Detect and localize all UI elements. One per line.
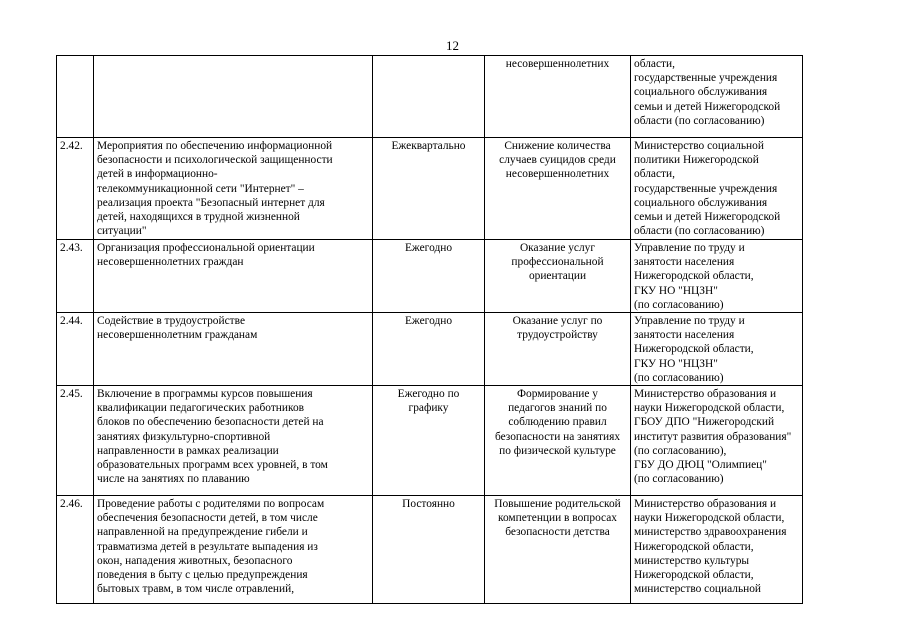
cell-line: несовершеннолетних bbox=[505, 58, 610, 70]
cell-line: Нижегородской области, bbox=[634, 540, 754, 553]
cell-line: обеспечения безопасности детей, в том числе bbox=[97, 512, 318, 525]
cell-line: Ежегодно по bbox=[397, 388, 460, 401]
term-cell bbox=[373, 138, 485, 240]
cell-line: государственные учреждения bbox=[634, 182, 778, 195]
term-cell bbox=[373, 240, 485, 313]
cell-line: институт развития образования" bbox=[634, 430, 792, 443]
table-row bbox=[57, 386, 803, 496]
cell-line: Ежегодно bbox=[404, 242, 453, 254]
cell-line: Включение в программы курсов повышения bbox=[97, 388, 313, 401]
executor-cell bbox=[631, 313, 803, 386]
activity-cell bbox=[94, 386, 373, 496]
cell-line: числе на занятиях по плаванию bbox=[97, 473, 250, 486]
result-cell bbox=[485, 240, 631, 313]
table-row bbox=[57, 496, 803, 604]
item-number: 2.43. bbox=[57, 240, 94, 313]
executor-cell bbox=[631, 138, 803, 240]
cell-line: (по согласованию) bbox=[634, 371, 724, 384]
cell-line: образовательных программ всех уровней, в том bbox=[97, 459, 328, 472]
item-number: 2.44. bbox=[57, 313, 94, 386]
cell-line: случаев суицидов среди bbox=[499, 154, 616, 167]
result-cell bbox=[485, 138, 631, 240]
result-cell bbox=[485, 56, 631, 138]
cell-line: Формирование у bbox=[517, 388, 598, 401]
cell-line: ГБУ ДО ДЮЦ "Олимпиец" bbox=[634, 459, 767, 472]
cell-line: Ежеквартально bbox=[391, 140, 466, 152]
activity-cell bbox=[94, 240, 373, 313]
page-number: 12 bbox=[446, 38, 459, 53]
result-cell bbox=[485, 386, 631, 496]
executor-cell bbox=[631, 386, 803, 496]
cell-line: Проведение работы с родителями по вопросам bbox=[97, 498, 325, 511]
cell-line: направленности в рамках реализации bbox=[97, 444, 279, 457]
cell-line: Министерство образования и bbox=[634, 388, 777, 401]
cell-line: государственные учреждения bbox=[634, 72, 778, 85]
activity-cell bbox=[94, 496, 373, 604]
activity-cell bbox=[94, 313, 373, 386]
item-number: 2.46. bbox=[57, 496, 94, 604]
cell-line: Министерство образования и bbox=[634, 498, 777, 511]
result-cell bbox=[485, 496, 631, 604]
cell-line: области (по согласованию) bbox=[634, 225, 765, 238]
cell-line: Управление по труду и bbox=[634, 315, 745, 328]
cell-line: реализация проекта "Безопасный интернет для bbox=[97, 196, 325, 209]
activity-cell bbox=[94, 56, 373, 138]
cell-line: министерство здравоохранения bbox=[634, 526, 787, 539]
cell-line: блоков по обеспечению безопасности детей на bbox=[97, 416, 324, 429]
cell-line: окон, нападения животных, безопасного bbox=[97, 554, 293, 567]
cell-line: семьи и детей Нижегородской bbox=[634, 211, 781, 224]
cell-line: семьи и детей Нижегородской bbox=[634, 100, 781, 113]
cell-line: педагогов знаний по bbox=[508, 402, 607, 415]
cell-line: безопасности детства bbox=[505, 526, 610, 539]
cell-line: по физической культуре bbox=[499, 444, 616, 457]
cell-line: ГБОУ ДПО "Нижегородский bbox=[634, 416, 775, 429]
cell-line: социального обслуживания bbox=[634, 196, 768, 209]
cell-line: области, bbox=[634, 58, 675, 70]
item-number: 2.45. bbox=[57, 386, 94, 496]
cell-line: направленной на предупреждение гибели и bbox=[97, 526, 308, 539]
cell-line: занятости населения bbox=[634, 329, 735, 342]
cell-line: детей в информационно- bbox=[97, 168, 218, 181]
cell-line: Снижение количества bbox=[504, 140, 611, 152]
table-row bbox=[57, 240, 803, 313]
cell-line: Оказание услуг по bbox=[512, 315, 603, 328]
executor-cell bbox=[631, 56, 803, 138]
cell-line: профессиональной bbox=[511, 256, 604, 269]
cell-line: поведения в быту с целью предупреждения bbox=[97, 569, 308, 582]
cell-line: несовершеннолетним гражданам bbox=[97, 329, 258, 342]
cell-line: министерство культуры bbox=[634, 554, 750, 567]
cell-line: трудоустройству bbox=[517, 329, 598, 342]
cell-line: ГКУ НО "НЦЗН" bbox=[634, 284, 718, 297]
item-number: 2.42. bbox=[57, 138, 94, 240]
cell-line: безопасности и психологической защищенности bbox=[97, 154, 333, 167]
table-body bbox=[57, 56, 803, 604]
cell-line: занятиях физкультурно-спортивной bbox=[97, 430, 271, 443]
cell-line: Нижегородской области, bbox=[634, 270, 754, 283]
cell-line: ГКУ НО "НЦЗН" bbox=[634, 357, 718, 370]
cell-line: Повышение родительской bbox=[494, 498, 621, 511]
cell-line: травматизма детей в результате выпадения из bbox=[97, 540, 318, 553]
table-row bbox=[57, 313, 803, 386]
cell-line: компетенции в вопросах bbox=[498, 512, 617, 525]
activities-table bbox=[56, 55, 803, 604]
executor-cell bbox=[631, 240, 803, 313]
cell-line: науки Нижегородской области, bbox=[634, 402, 785, 415]
cell-line: области (по согласованию) bbox=[634, 114, 765, 127]
executor-cell bbox=[631, 496, 803, 604]
result-cell bbox=[485, 313, 631, 386]
cell-line: Ежегодно bbox=[404, 315, 453, 328]
cell-line: занятости населения bbox=[634, 256, 735, 269]
term-cell bbox=[373, 386, 485, 496]
cell-line: социального обслуживания bbox=[634, 86, 768, 99]
cell-line: соблюдению правил bbox=[508, 416, 607, 429]
term-cell bbox=[373, 496, 485, 604]
cell-line: (по согласованию) bbox=[634, 473, 724, 486]
cell-line: графику bbox=[408, 402, 449, 415]
item-number bbox=[57, 56, 94, 138]
table-row bbox=[57, 56, 803, 138]
activity-cell bbox=[94, 138, 373, 240]
cell-line: Содействие в трудоустройстве bbox=[97, 315, 245, 328]
table-row bbox=[57, 138, 803, 240]
cell-line: Министерство социальной bbox=[634, 140, 764, 152]
cell-line: бытовых травм, в том числе отравлений, bbox=[97, 583, 295, 596]
cell-line: (по согласованию) bbox=[634, 298, 724, 311]
cell-line: министерство социальной bbox=[634, 583, 762, 596]
cell-line: политики Нижегородской bbox=[634, 154, 759, 167]
cell-line: области, bbox=[634, 168, 675, 181]
term-cell bbox=[373, 313, 485, 386]
cell-line: Постоянно bbox=[402, 498, 455, 511]
cell-line: несовершеннолетних bbox=[505, 168, 610, 181]
cell-line: безопасности на занятиях bbox=[494, 430, 621, 443]
cell-line: Нижегородской области, bbox=[634, 343, 754, 356]
cell-line: детей, находящихся в трудной жизненной bbox=[97, 211, 300, 224]
cell-line: Организация профессиональной ориентации bbox=[97, 242, 315, 254]
cell-line: квалификации педагогических работников bbox=[97, 402, 305, 415]
cell-line: Оказание услуг bbox=[519, 242, 596, 254]
cell-line: науки Нижегородской области, bbox=[634, 512, 785, 525]
cell-line: Мероприятия по обеспечению информационной bbox=[97, 140, 333, 152]
cell-line: (по согласованию), bbox=[634, 444, 727, 457]
cell-line: Управление по труду и bbox=[634, 242, 745, 254]
cell-line: ситуации" bbox=[97, 225, 147, 238]
cell-line: Нижегородской области, bbox=[634, 569, 754, 582]
cell-line: несовершеннолетних граждан bbox=[97, 256, 244, 269]
cell-line: телекоммуникационной сети "Интернет" – bbox=[97, 182, 304, 195]
cell-line: ориентации bbox=[528, 270, 587, 283]
term-cell bbox=[373, 56, 485, 138]
